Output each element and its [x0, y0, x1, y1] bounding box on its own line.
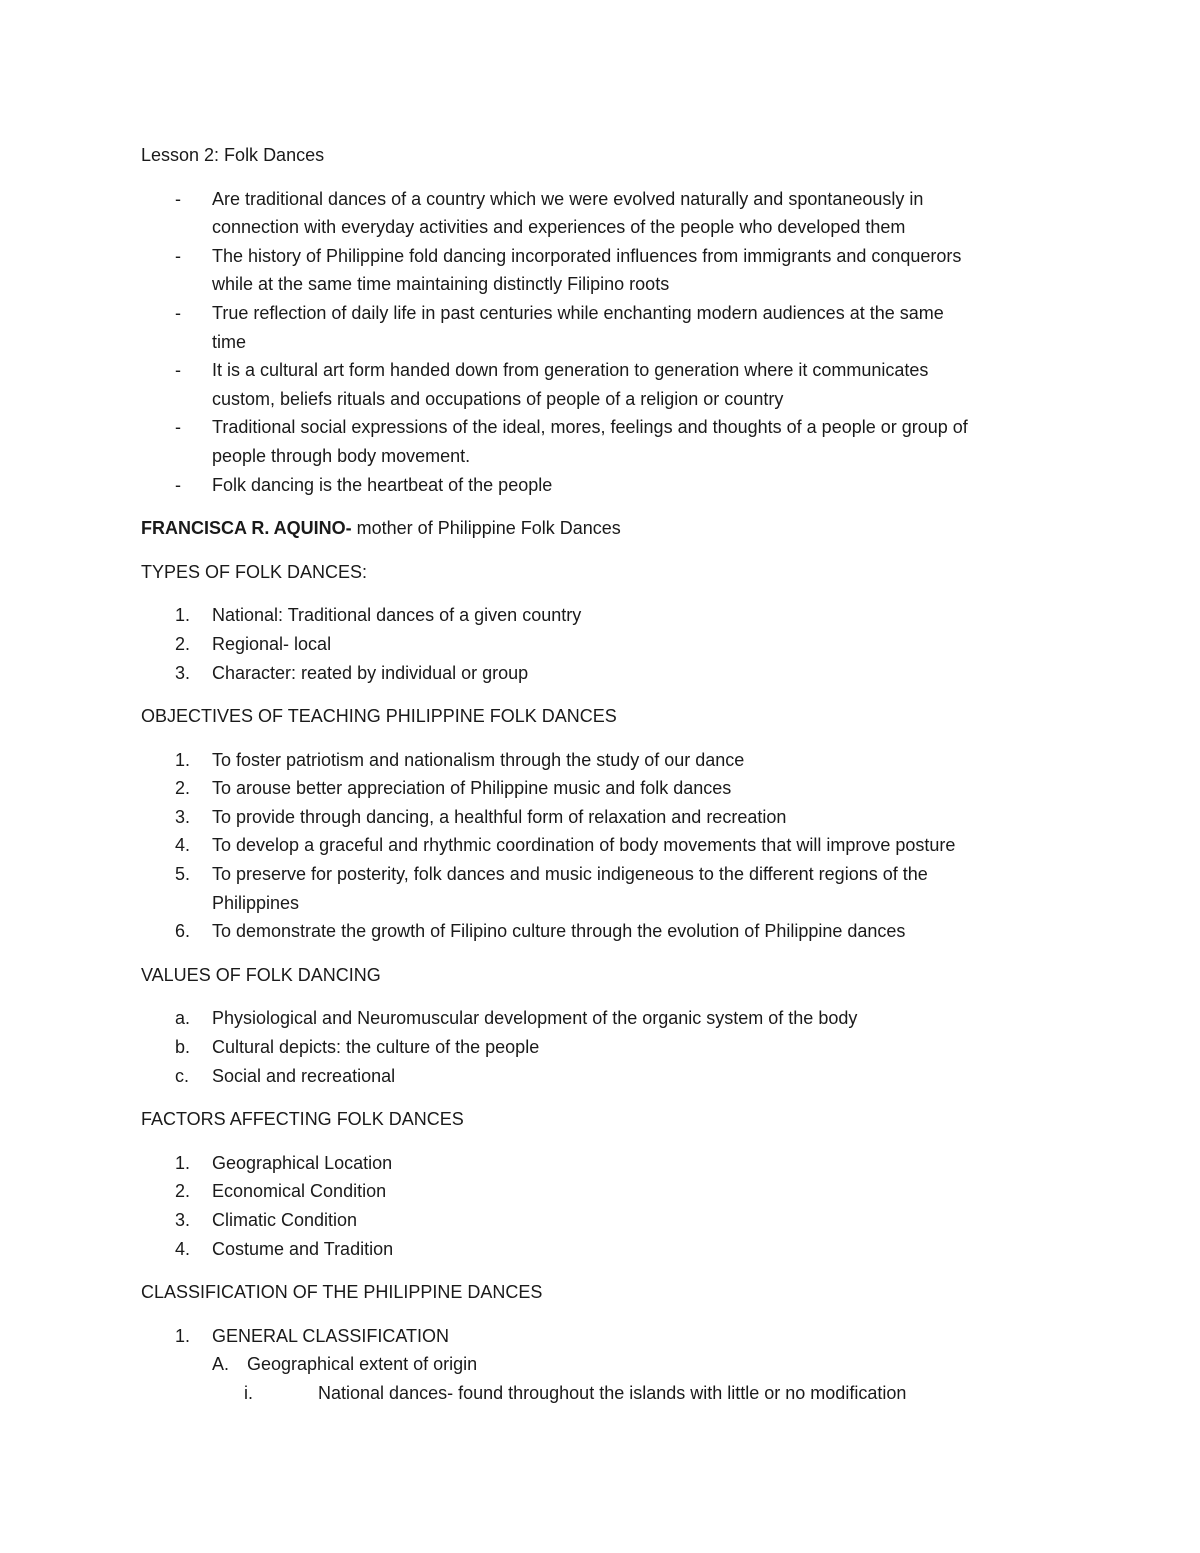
values-heading: VALUES OF FOLK DANCING	[141, 964, 381, 985]
list-item	[141, 1206, 1051, 1235]
list-item-line: Folk dancing is the heartbeat of the people	[212, 474, 553, 495]
factors-list	[141, 1149, 1051, 1263]
list-item	[141, 1149, 1051, 1178]
list-marker: -	[175, 474, 181, 495]
list-item	[141, 774, 1051, 803]
objectives-heading: OBJECTIVES OF TEACHING PHILIPPINE FOLK DANCES	[141, 706, 617, 727]
list-item	[141, 803, 1051, 832]
list-item-line: True reflection of daily life in past centuries while enchanting modern audiences at the same	[212, 302, 944, 323]
list-item	[141, 860, 1051, 917]
list-marker: 2.	[175, 1181, 191, 1202]
list-item-line: Philippines	[212, 892, 300, 913]
list-item-line: Traditional social expressions of the ideal, mores, feelings and thoughts of a people or group of	[212, 417, 968, 438]
classification-level3	[141, 1379, 1051, 1408]
list-marker: 1.	[175, 1325, 191, 1346]
list-marker: -	[175, 245, 181, 266]
list-marker: 3.	[175, 806, 191, 827]
list-item	[141, 601, 1051, 630]
list-marker: c.	[175, 1065, 190, 1086]
list-item	[141, 659, 1051, 688]
lesson-title: Lesson 2: Folk Dances	[141, 145, 325, 165]
list-marker: A.	[212, 1354, 230, 1375]
list-item	[141, 630, 1051, 659]
classification-level2	[141, 1350, 1051, 1379]
intro-bullet-list	[141, 185, 1051, 500]
classification-level1	[141, 1322, 1051, 1351]
list-item-line: Cultural depicts: the culture of the people	[212, 1037, 540, 1058]
list-marker: -	[175, 360, 181, 381]
classification-level3-text: National dances- found throughout the islands with little or no modification	[318, 1382, 907, 1403]
types-heading: TYPES OF FOLK DANCES:	[141, 561, 368, 582]
list-item-line: Geographical Location	[212, 1152, 393, 1173]
list-item-line: Social and recreational	[212, 1065, 396, 1086]
list-item	[141, 242, 1051, 299]
list-item-line: Are traditional dances of a country which we were evolved naturally and spontaneously in	[212, 188, 924, 209]
list-marker: 4.	[175, 1238, 191, 1259]
list-item-line: Climatic Condition	[212, 1210, 358, 1230]
list-item-line: It is a cultural art form handed down from generation to generation where it communicates	[212, 360, 929, 381]
list-item	[141, 471, 1051, 500]
classification-level1-text: GENERAL CLASSIFICATION	[212, 1325, 450, 1346]
classification-heading: CLASSIFICATION OF THE PHILIPPINE DANCES	[141, 1282, 543, 1303]
list-item-line: time	[212, 331, 247, 352]
list-item-line: Regional- local	[212, 633, 332, 654]
list-item	[141, 1062, 1051, 1091]
list-item-line: To preserve for posterity, folk dances and music indigeneous to the different regions of the	[212, 864, 928, 885]
list-item-line: The history of Philippine fold dancing incorporated influences from immigrants and conquerors	[212, 245, 962, 266]
mother-name: FRANCISCA R. AQUINO-	[141, 518, 352, 539]
list-item-line: To develop a graceful and rhythmic coordination of body movements that will improve posture	[212, 835, 956, 856]
list-marker: b.	[175, 1037, 191, 1058]
list-item-line: while at the same time maintaining distinctly Filipino roots	[212, 274, 670, 295]
list-item-line: custom, beliefs rituals and occupations of people of a religion or country	[212, 388, 784, 409]
list-marker: 1.	[175, 605, 191, 626]
list-item-line: To demonstrate the growth of Filipino culture through the evolution of Philippine dances	[212, 921, 906, 942]
list-marker: -	[175, 188, 181, 209]
list-item-line: Economical Condition	[212, 1181, 387, 1202]
classification-level2-text: Geographical extent of origin	[247, 1354, 478, 1375]
factors-heading: FACTORS AFFECTING FOLK DANCES	[141, 1109, 464, 1130]
list-marker: 2.	[175, 633, 191, 654]
list-item	[141, 1004, 1051, 1033]
list-item	[141, 356, 1051, 413]
list-marker: i.	[244, 1382, 253, 1403]
list-marker: 5.	[175, 864, 191, 885]
list-item	[141, 1033, 1051, 1062]
list-item	[141, 185, 1051, 242]
list-item-line: To foster patriotism and nationalism through the study of our dance	[212, 749, 745, 770]
list-marker: 4.	[175, 835, 191, 856]
list-item-line: To arouse better appreciation of Philippine music and folk dances	[212, 778, 732, 799]
list-item-line: To provide through dancing, a healthful form of relaxation and recreation	[212, 806, 787, 827]
list-marker: 3.	[175, 1210, 191, 1230]
types-list	[141, 601, 1051, 687]
document-content	[141, 141, 1051, 1423]
list-item-line: National: Traditional dances of a given country	[212, 605, 582, 626]
list-item-line: Physiological and Neuromuscular development of the organic system of the body	[212, 1008, 858, 1029]
list-marker: 1.	[175, 1152, 191, 1173]
classification-list	[141, 1322, 1051, 1408]
list-item	[141, 413, 1051, 470]
mother-description: mother of Philippine Folk Dances	[351, 518, 621, 539]
list-marker: 6.	[175, 921, 191, 942]
list-item	[141, 1177, 1051, 1206]
list-item	[141, 1235, 1051, 1264]
list-item	[141, 299, 1051, 356]
list-item-line: connection with everyday activities and experiences of the people who developed them	[212, 217, 906, 238]
list-marker: 3.	[175, 662, 191, 683]
list-marker: a.	[175, 1008, 191, 1029]
values-list	[141, 1004, 1051, 1090]
list-marker: -	[175, 302, 181, 323]
objectives-list	[141, 746, 1051, 946]
list-item	[141, 831, 1051, 860]
list-item	[141, 746, 1051, 775]
list-item	[141, 917, 1051, 946]
list-marker: 1.	[175, 749, 191, 770]
list-marker: 2.	[175, 778, 191, 799]
mother-line	[141, 514, 1051, 543]
list-item-line: Costume and Tradition	[212, 1238, 394, 1259]
list-item-line: people through body movement.	[212, 445, 471, 466]
list-marker: -	[175, 417, 181, 438]
list-item-line: Character: reated by individual or group	[212, 662, 529, 683]
